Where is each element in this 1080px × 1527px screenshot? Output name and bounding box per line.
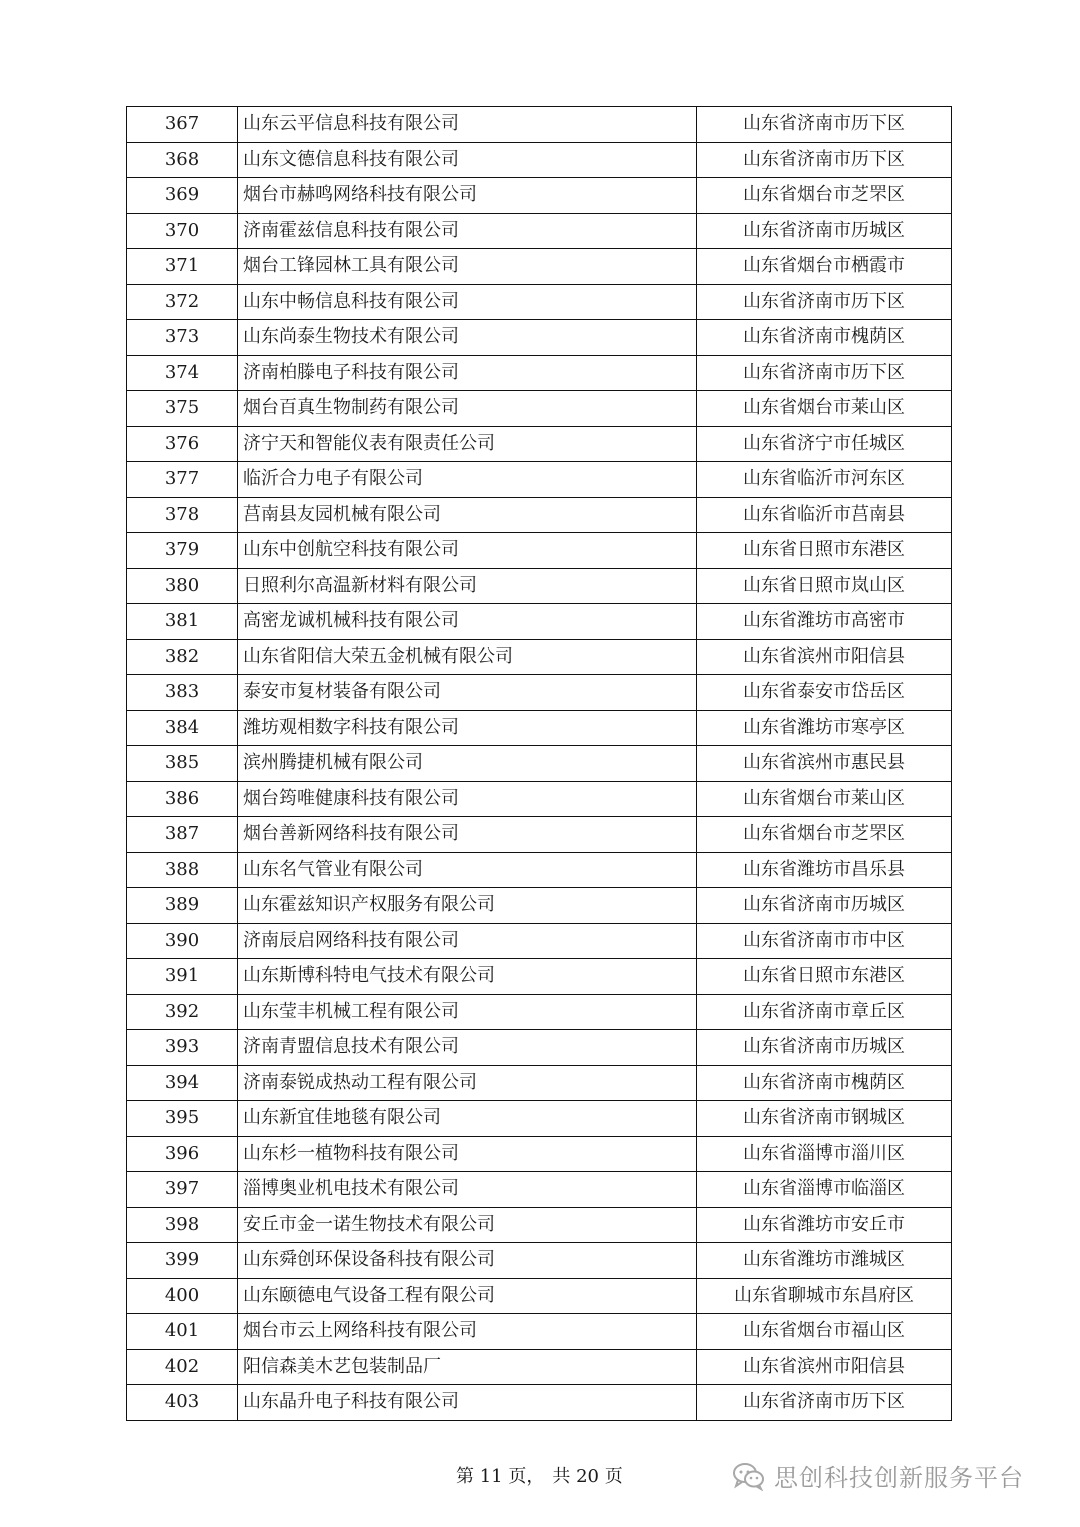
company-location: 山东省潍坊市寒亭区 bbox=[697, 710, 952, 746]
company-location: 山东省日照市岚山区 bbox=[697, 568, 952, 604]
row-number: 372 bbox=[127, 284, 238, 320]
table-row bbox=[127, 1349, 952, 1385]
company-name: 烟台筠唯健康科技有限公司 bbox=[238, 781, 697, 817]
company-name: 济南霍兹信息科技有限公司 bbox=[238, 213, 697, 249]
company-location: 山东省济南市历下区 bbox=[697, 1385, 952, 1421]
company-name: 济南柏滕电子科技有限公司 bbox=[238, 355, 697, 391]
table-row bbox=[127, 639, 952, 675]
company-location: 山东省淄博市临淄区 bbox=[697, 1172, 952, 1208]
company-name: 山东莹丰机械工程有限公司 bbox=[238, 994, 697, 1030]
table-row bbox=[127, 888, 952, 924]
company-name: 山东颐德电气设备工程有限公司 bbox=[238, 1278, 697, 1314]
row-number: 396 bbox=[127, 1136, 238, 1172]
company-name: 莒南县友园机械有限公司 bbox=[238, 497, 697, 533]
page-footer bbox=[452, 1462, 627, 1488]
company-name: 烟台市赫鸣网络科技有限公司 bbox=[238, 178, 697, 214]
table-row bbox=[127, 426, 952, 462]
table-row bbox=[127, 355, 952, 391]
company-name: 临沂合力电子有限公司 bbox=[238, 462, 697, 498]
company-name: 高密龙诚机械科技有限公司 bbox=[238, 604, 697, 640]
table-row bbox=[127, 1101, 952, 1137]
company-name: 烟台百真生物制药有限公司 bbox=[238, 391, 697, 427]
company-location: 山东省烟台市栖霞市 bbox=[697, 249, 952, 285]
company-location: 山东省潍坊市潍城区 bbox=[697, 1243, 952, 1279]
watermark-text: 思创科技创新服务平台 bbox=[774, 1464, 1024, 1492]
table-row bbox=[127, 1030, 952, 1066]
row-number: 398 bbox=[127, 1207, 238, 1243]
row-number: 374 bbox=[127, 355, 238, 391]
table-row bbox=[127, 817, 952, 853]
row-number: 376 bbox=[127, 426, 238, 462]
company-location: 山东省济南市钢城区 bbox=[697, 1101, 952, 1137]
table-row bbox=[127, 497, 952, 533]
row-number: 399 bbox=[127, 1243, 238, 1279]
table-row bbox=[127, 1385, 952, 1421]
company-location: 山东省济南市市中区 bbox=[697, 923, 952, 959]
company-name: 山东晶升电子科技有限公司 bbox=[238, 1385, 697, 1421]
company-name: 山东名气管业有限公司 bbox=[238, 852, 697, 888]
company-name: 山东新宜佳地毯有限公司 bbox=[238, 1101, 697, 1137]
table-row bbox=[127, 1172, 952, 1208]
row-number: 369 bbox=[127, 178, 238, 214]
company-location: 山东省滨州市惠民县 bbox=[697, 746, 952, 782]
company-location: 山东省烟台市莱山区 bbox=[697, 781, 952, 817]
row-number: 379 bbox=[127, 533, 238, 569]
company-location: 山东省潍坊市昌乐县 bbox=[697, 852, 952, 888]
row-number: 367 bbox=[127, 107, 238, 143]
row-number: 380 bbox=[127, 568, 238, 604]
row-number: 384 bbox=[127, 710, 238, 746]
company-name: 烟台市云上网络科技有限公司 bbox=[238, 1314, 697, 1350]
company-location: 山东省济南市章丘区 bbox=[697, 994, 952, 1030]
table-body bbox=[127, 107, 952, 1421]
row-number: 391 bbox=[127, 959, 238, 995]
row-number: 397 bbox=[127, 1172, 238, 1208]
table-row bbox=[127, 675, 952, 711]
table-row bbox=[127, 1278, 952, 1314]
company-location: 山东省济南市历城区 bbox=[697, 213, 952, 249]
company-location: 山东省泰安市岱岳区 bbox=[697, 675, 952, 711]
company-location: 山东省烟台市莱山区 bbox=[697, 391, 952, 427]
company-name: 烟台善新网络科技有限公司 bbox=[238, 817, 697, 853]
row-number: 382 bbox=[127, 639, 238, 675]
company-name: 济南青盟信息技术有限公司 bbox=[238, 1030, 697, 1066]
company-name: 潍坊观相数字科技有限公司 bbox=[238, 710, 697, 746]
table-row bbox=[127, 1207, 952, 1243]
company-location: 山东省烟台市芝罘区 bbox=[697, 178, 952, 214]
company-location: 山东省潍坊市高密市 bbox=[697, 604, 952, 640]
row-number: 392 bbox=[127, 994, 238, 1030]
company-location: 山东省烟台市福山区 bbox=[697, 1314, 952, 1350]
table-row bbox=[127, 852, 952, 888]
row-number: 402 bbox=[127, 1349, 238, 1385]
table-row bbox=[127, 781, 952, 817]
company-name: 山东云平信息科技有限公司 bbox=[238, 107, 697, 143]
table-row bbox=[127, 284, 952, 320]
company-name: 山东尚泰生物技术有限公司 bbox=[238, 320, 697, 356]
table-row bbox=[127, 1136, 952, 1172]
company-location: 山东省日照市东港区 bbox=[697, 533, 952, 569]
company-name: 山东中创航空科技有限公司 bbox=[238, 533, 697, 569]
table-row bbox=[127, 1243, 952, 1279]
company-name: 济南辰启网络科技有限公司 bbox=[238, 923, 697, 959]
company-name: 山东舜创环保设备科技有限公司 bbox=[238, 1243, 697, 1279]
company-name: 阳信森美木艺包装制品厂 bbox=[238, 1349, 697, 1385]
row-number: 383 bbox=[127, 675, 238, 711]
row-number: 368 bbox=[127, 142, 238, 178]
table-row bbox=[127, 710, 952, 746]
company-name: 济宁天和智能仪表有限责任公司 bbox=[238, 426, 697, 462]
company-location: 山东省滨州市阳信县 bbox=[697, 639, 952, 675]
row-number: 390 bbox=[127, 923, 238, 959]
wechat-icon bbox=[732, 1461, 766, 1491]
row-number: 400 bbox=[127, 1278, 238, 1314]
row-number: 389 bbox=[127, 888, 238, 924]
table-row bbox=[127, 142, 952, 178]
company-location: 山东省济南市历下区 bbox=[697, 284, 952, 320]
row-number: 370 bbox=[127, 213, 238, 249]
company-name: 淄博奥业机电技术有限公司 bbox=[238, 1172, 697, 1208]
row-number: 401 bbox=[127, 1314, 238, 1350]
table-row bbox=[127, 1314, 952, 1350]
table-row bbox=[127, 994, 952, 1030]
table-row bbox=[127, 391, 952, 427]
row-number: 388 bbox=[127, 852, 238, 888]
row-number: 375 bbox=[127, 391, 238, 427]
row-number: 395 bbox=[127, 1101, 238, 1137]
table-row bbox=[127, 533, 952, 569]
table-row bbox=[127, 213, 952, 249]
company-location: 山东省临沂市河东区 bbox=[697, 462, 952, 498]
row-number: 386 bbox=[127, 781, 238, 817]
table-row bbox=[127, 604, 952, 640]
table-row bbox=[127, 462, 952, 498]
company-location: 山东省济南市历下区 bbox=[697, 107, 952, 143]
company-list-table bbox=[126, 106, 952, 1421]
row-number: 394 bbox=[127, 1065, 238, 1101]
company-location: 山东省济南市历城区 bbox=[697, 888, 952, 924]
row-number: 373 bbox=[127, 320, 238, 356]
company-location: 山东省济南市槐荫区 bbox=[697, 1065, 952, 1101]
page-number-text: 第 11 页， bbox=[456, 1466, 545, 1487]
table-row bbox=[127, 320, 952, 356]
row-number: 387 bbox=[127, 817, 238, 853]
company-name: 烟台工锋园林工具有限公司 bbox=[238, 249, 697, 285]
company-location: 山东省日照市东港区 bbox=[697, 959, 952, 995]
company-location: 山东省烟台市芝罘区 bbox=[697, 817, 952, 853]
table-row bbox=[127, 107, 952, 143]
company-location: 山东省潍坊市安丘市 bbox=[697, 1207, 952, 1243]
company-name: 山东斯博科特电气技术有限公司 bbox=[238, 959, 697, 995]
company-name: 山东杉一植物科技有限公司 bbox=[238, 1136, 697, 1172]
page-total-text: 共 20 页 bbox=[552, 1466, 623, 1487]
company-location: 山东省聊城市东昌府区 bbox=[697, 1278, 952, 1314]
company-location: 山东省济南市槐荫区 bbox=[697, 320, 952, 356]
company-location: 山东省临沂市莒南县 bbox=[697, 497, 952, 533]
company-location: 山东省滨州市阳信县 bbox=[697, 1349, 952, 1385]
company-location: 山东省济宁市任城区 bbox=[697, 426, 952, 462]
row-number: 393 bbox=[127, 1030, 238, 1066]
company-name: 山东省阳信大荣五金机械有限公司 bbox=[238, 639, 697, 675]
company-location: 山东省济南市历城区 bbox=[697, 1030, 952, 1066]
company-name: 山东霍兹知识产权服务有限公司 bbox=[238, 888, 697, 924]
company-name: 山东文德信息科技有限公司 bbox=[238, 142, 697, 178]
company-location: 山东省淄博市淄川区 bbox=[697, 1136, 952, 1172]
table-row bbox=[127, 249, 952, 285]
company-name: 山东中畅信息科技有限公司 bbox=[238, 284, 697, 320]
row-number: 385 bbox=[127, 746, 238, 782]
table-row bbox=[127, 568, 952, 604]
row-number: 378 bbox=[127, 497, 238, 533]
watermark bbox=[732, 1458, 1024, 1493]
row-number: 381 bbox=[127, 604, 238, 640]
company-name: 安丘市金一诺生物技术有限公司 bbox=[238, 1207, 697, 1243]
company-name: 泰安市复材装备有限公司 bbox=[238, 675, 697, 711]
company-name: 滨州腾捷机械有限公司 bbox=[238, 746, 697, 782]
row-number: 377 bbox=[127, 462, 238, 498]
table-row bbox=[127, 923, 952, 959]
row-number: 371 bbox=[127, 249, 238, 285]
company-location: 山东省济南市历下区 bbox=[697, 355, 952, 391]
table-row bbox=[127, 746, 952, 782]
company-location: 山东省济南市历下区 bbox=[697, 142, 952, 178]
table-row bbox=[127, 178, 952, 214]
row-number: 403 bbox=[127, 1385, 238, 1421]
table-row bbox=[127, 959, 952, 995]
company-name: 日照利尔高温新材料有限公司 bbox=[238, 568, 697, 604]
table-row bbox=[127, 1065, 952, 1101]
company-name: 济南泰锐成热动工程有限公司 bbox=[238, 1065, 697, 1101]
